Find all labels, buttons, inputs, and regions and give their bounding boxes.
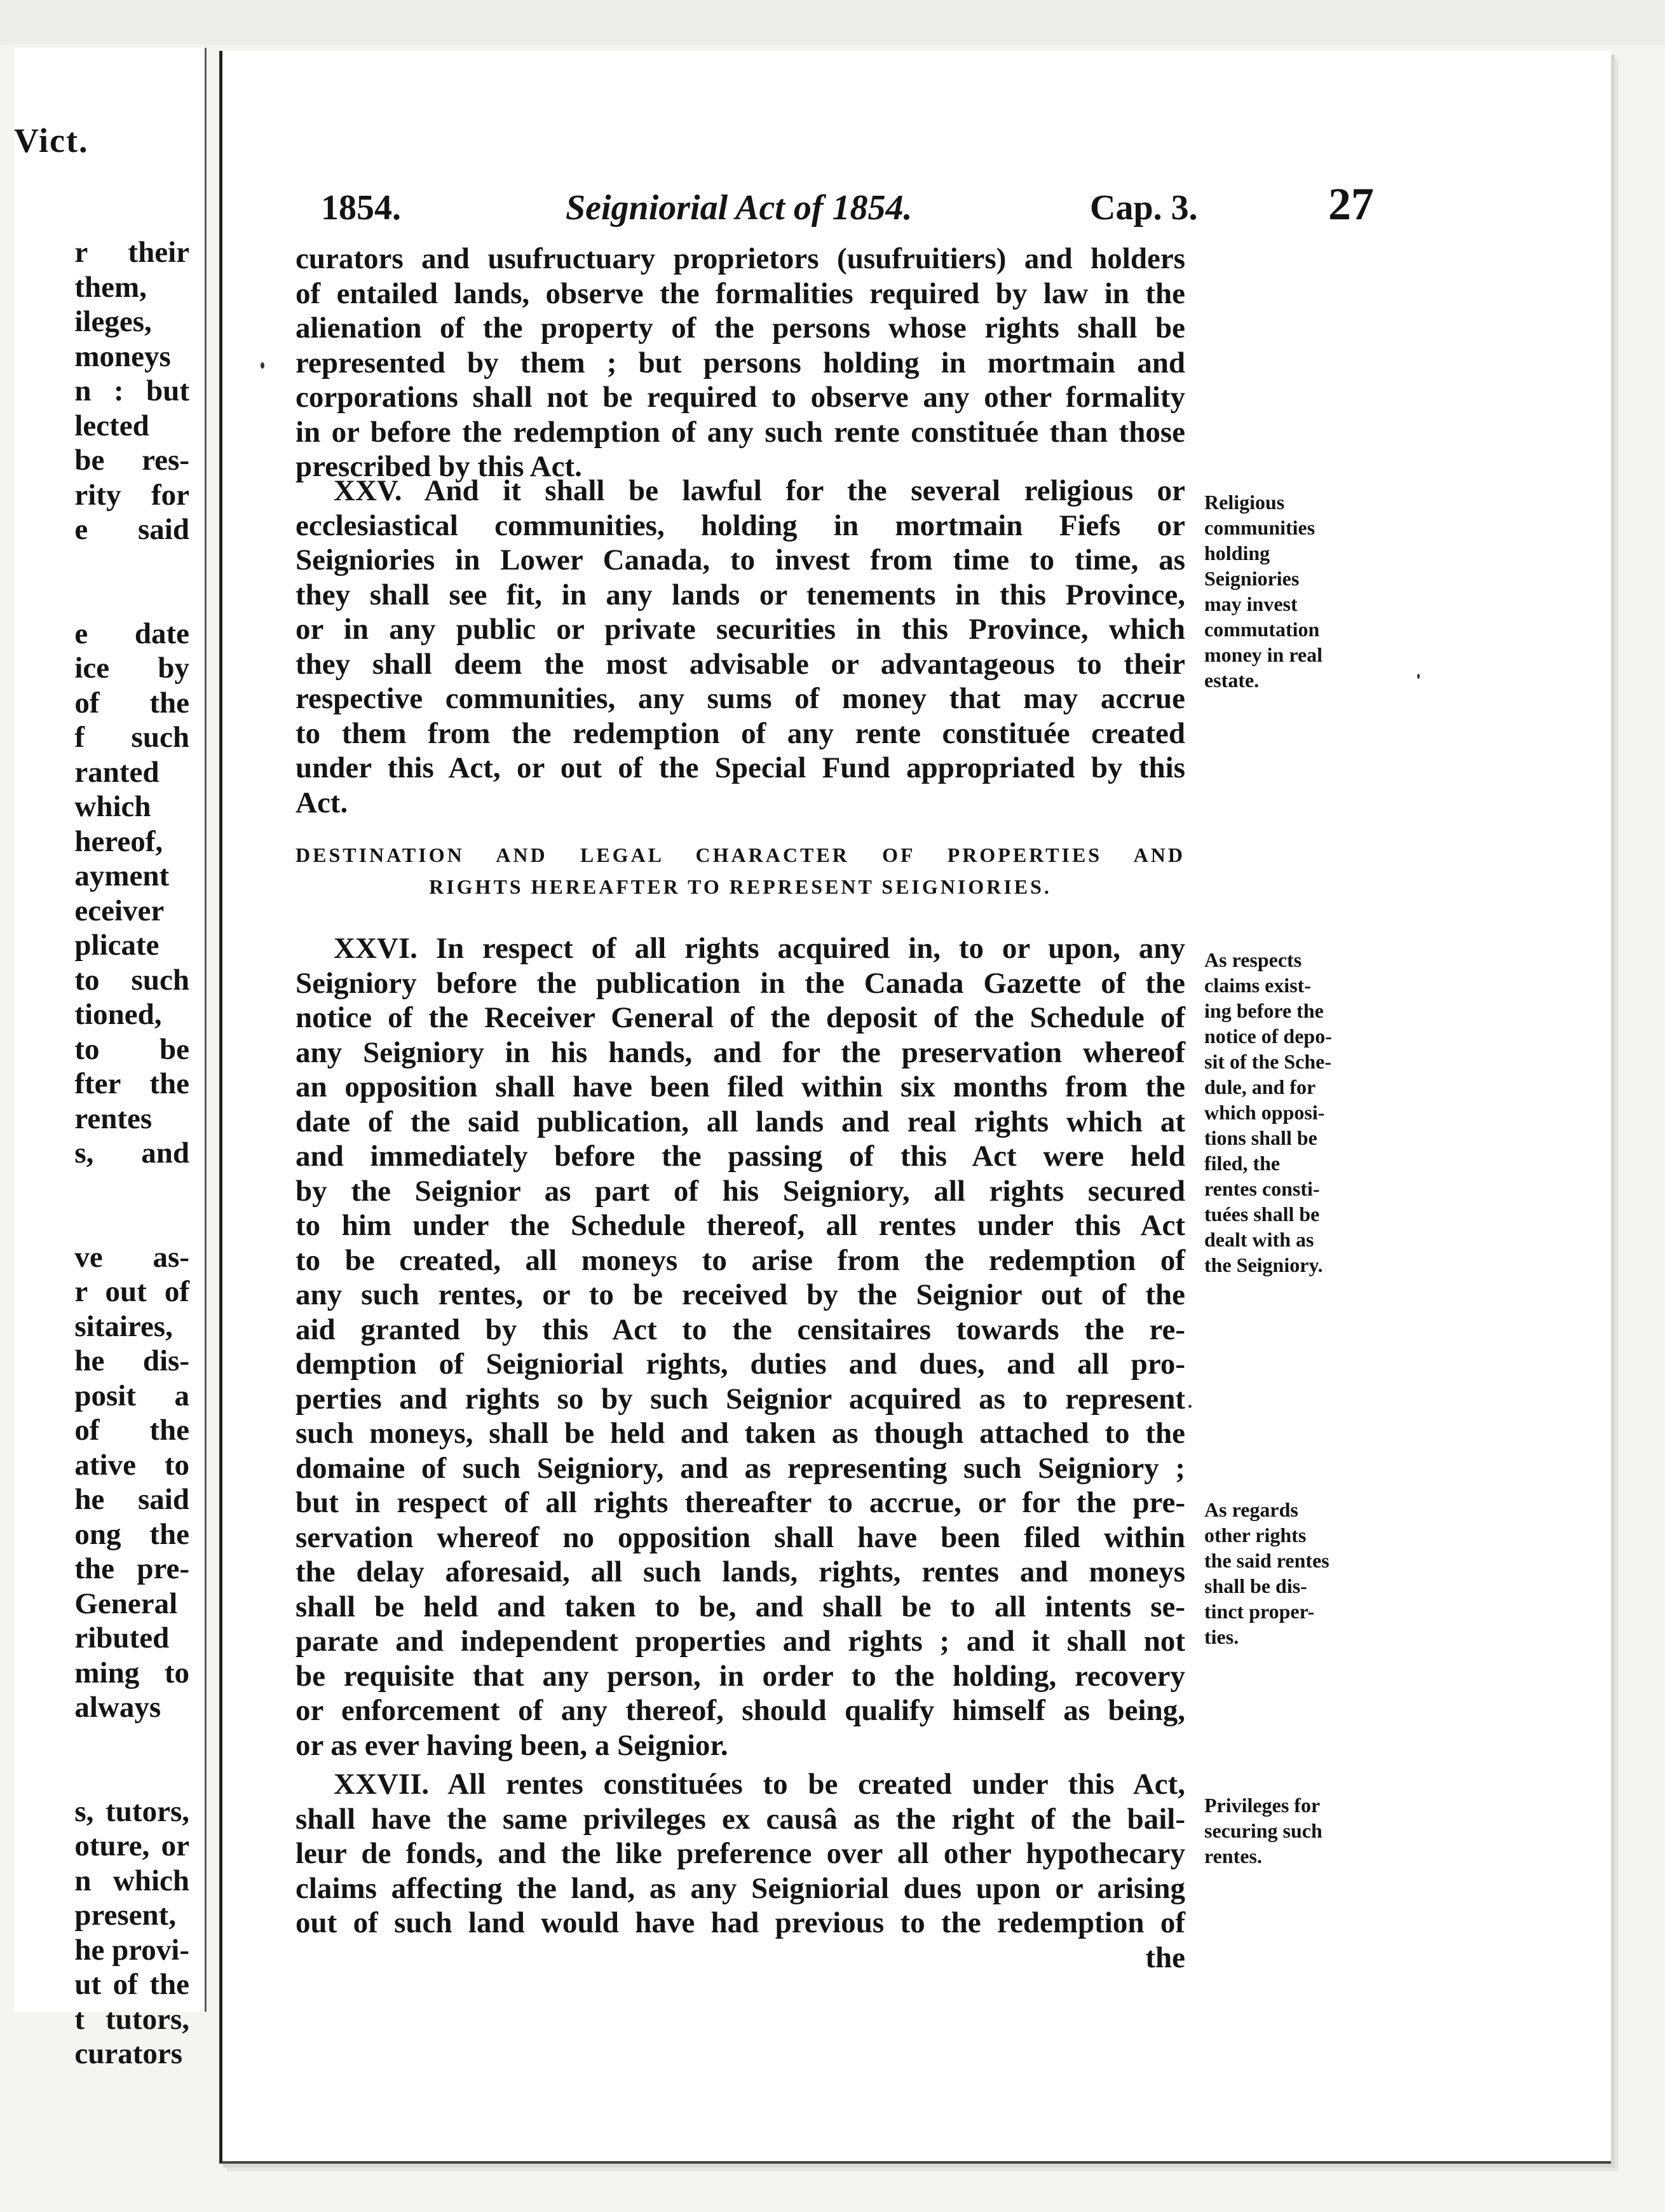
- previous-page-line: the pre-: [74, 1552, 189, 1585]
- scan-speck: [1188, 1405, 1192, 1408]
- previous-page-line: ice by: [74, 652, 189, 685]
- previous-page-line: ributed: [74, 1621, 170, 1655]
- text-line: or enforcement of any thereof, should qualify himself as being,: [296, 1694, 1185, 1727]
- margin-note-line: sit of the Sche-: [1204, 1050, 1331, 1073]
- previous-page-line: s, and: [74, 1137, 189, 1170]
- text-line: parate and independent properties and rights ; and it shall not: [296, 1625, 1185, 1658]
- margin-note-line: tuées shall be: [1204, 1203, 1320, 1225]
- previous-page-line: [74, 582, 189, 617]
- previous-page-line: ong the: [74, 1517, 189, 1551]
- previous-page-line: General: [74, 1587, 178, 1620]
- text-line: prescribed by this Act.: [296, 450, 582, 483]
- text-line: shall have the same privileges ex causâ as the right of the bail-: [296, 1802, 1185, 1836]
- previous-page-line: be res-: [74, 444, 189, 477]
- margin-note-line: ing before the: [1204, 999, 1324, 1022]
- text-line: leur de fonds, and the like preference over all other hypothecary: [296, 1837, 1185, 1870]
- book-page: [219, 51, 1611, 2164]
- text-line: demption of Seigniorial rights, duties and dues, and all pro-: [296, 1348, 1185, 1381]
- margin-note-privileges: [1204, 1792, 1369, 1869]
- text-line: date of the said publication, all lands and real rights which at: [296, 1105, 1185, 1138]
- text-line: under this Act, or out of the Special Fund appropriated by this: [296, 751, 1185, 784]
- text-line: claims affecting the land, as any Seigniorial dues upon or arising: [296, 1871, 1185, 1905]
- scan-speck: [1417, 674, 1420, 679]
- previous-page-line: t tutors,: [74, 2002, 189, 2036]
- previous-page-line: which: [74, 790, 151, 823]
- margin-note-line: As respects: [1204, 948, 1302, 971]
- previous-page-line: always: [74, 1691, 161, 1724]
- previous-page-line: ming to: [74, 1656, 189, 1690]
- text-line: in or before the redemption of any such rente constituée than those: [296, 415, 1185, 449]
- running-head-title: Seigniorial Act of 1854.: [566, 188, 913, 228]
- previous-page-line: of the: [74, 1414, 189, 1447]
- previous-page-line: s, tutors,: [74, 1794, 189, 1828]
- previous-page-line: he provi-: [74, 1933, 189, 1967]
- previous-page-line: tioned,: [74, 998, 162, 1031]
- previous-page-line: n which: [74, 1864, 189, 1897]
- margin-note-line: tinct proper-: [1204, 1600, 1315, 1623]
- previous-page-line: [74, 547, 189, 582]
- section-heading: [296, 839, 1185, 903]
- previous-page-header: Vict.: [14, 121, 89, 160]
- previous-page-line: ayment: [74, 859, 170, 892]
- previous-page-line: [74, 1759, 189, 1794]
- previous-page-line: oture, or: [74, 1829, 189, 1862]
- previous-page-text: [74, 235, 189, 2072]
- previous-page-line: he dis-: [74, 1344, 189, 1377]
- previous-page-line: [74, 1205, 189, 1240]
- previous-page-strip: [14, 48, 207, 2070]
- text-line: represented by them ; but persons holding in mortmain and: [296, 346, 1185, 379]
- previous-page-line: f such: [74, 721, 189, 754]
- previous-page-line: moneys: [74, 339, 171, 373]
- previous-page-line: fter the: [74, 1067, 189, 1100]
- margin-note-line: holding: [1204, 542, 1270, 564]
- page-number: 27: [1328, 179, 1374, 229]
- previous-page-line: ut of the: [74, 1968, 189, 2001]
- previous-page-line: rentes: [74, 1102, 153, 1135]
- margin-note-line: As regards: [1204, 1498, 1298, 1521]
- margin-note-line: other rights: [1204, 1524, 1307, 1546]
- previous-page-line: sitaires,: [74, 1309, 173, 1343]
- previous-page-line: to be: [74, 1032, 189, 1066]
- previous-page-line: he said: [74, 1483, 189, 1516]
- text-line: Seigniory before the publication in the Canada Gazette of the: [296, 966, 1185, 1000]
- previous-page-line: curators: [74, 2037, 183, 2070]
- margin-note-line: estate.: [1204, 669, 1260, 692]
- text-line: of entailed lands, observe the formalities required by law in the: [296, 276, 1185, 310]
- previous-page-line: [74, 1725, 189, 1760]
- running-head-year: 1854.: [321, 188, 401, 228]
- text-line: XXVI. In respect of all rights acquired in, to or upon, any: [334, 932, 1185, 965]
- margin-note-line: communities: [1204, 516, 1315, 539]
- previous-page-line: rity for: [74, 478, 189, 512]
- text-line: ecclesiastical communities, holding in mortmain Fiefs or: [296, 509, 1185, 542]
- text-line: but in respect of all rights thereafter to accrue, or for the pre-: [296, 1486, 1185, 1519]
- text-line: aid granted by this Act to the censitaires towards the re-: [296, 1313, 1185, 1346]
- previous-page-line: ileges,: [74, 305, 152, 338]
- text-line: notice of the Receiver General of the deposit of the Schedule of: [296, 1001, 1185, 1034]
- previous-page-line: e said: [74, 513, 189, 546]
- text-line: perties and rights so by such Seignior acquired as to represent: [296, 1382, 1185, 1416]
- previous-page-line: ve as-: [74, 1240, 189, 1274]
- text-line: or in any public or private securities in this Province, which: [296, 613, 1185, 646]
- previous-page-line: present,: [74, 1899, 177, 1932]
- margin-note-line: Privileges for: [1204, 1794, 1321, 1817]
- margin-note-line: commutation: [1204, 618, 1320, 641]
- text-line: corporations shall not be required to observe any other formality: [296, 381, 1185, 414]
- text-line: they shall deem the most advisable or advantageous to their: [296, 647, 1185, 681]
- margin-note-line: rentes.: [1204, 1845, 1262, 1867]
- heading-line: RIGHTS HEREAFTER TO REPRESENT SEIGNIORIES.: [429, 875, 1052, 898]
- margin-note-line: rentes consti-: [1204, 1177, 1320, 1200]
- margin-note-other-rights: [1204, 1497, 1369, 1649]
- margin-note-line: the said rentes: [1204, 1549, 1329, 1572]
- text-line: to them from the redemption of any rente constituée created: [296, 716, 1185, 750]
- previous-page-line: e date: [74, 617, 189, 650]
- text-line: Seigniories in Lower Canada, to invest from time to time, as: [296, 543, 1185, 577]
- margin-note-claims: [1204, 947, 1369, 1278]
- margin-note-line: claims exist-: [1204, 974, 1311, 997]
- text-line: or as ever having been, a Seignior.: [296, 1728, 728, 1762]
- text-line: XXVII. All rentes constituées to be created under this Act,: [334, 1768, 1185, 1801]
- previous-page-line: them,: [74, 270, 147, 304]
- margin-note-line: the Seigniory.: [1204, 1253, 1323, 1276]
- text-line: respective communities, any sums of money that may accrue: [296, 682, 1185, 715]
- text-line: out of such land would have had previous to the redemption of: [296, 1906, 1185, 1939]
- scan-speck: [261, 362, 264, 369]
- text-line: shall be held and taken to be, and shall be to all intents se-: [296, 1590, 1185, 1623]
- section-xxvi: [296, 931, 1185, 1763]
- text-line: servation whereof no opposition shall have been filed within: [296, 1520, 1185, 1554]
- previous-page-line: eceiver: [74, 894, 165, 927]
- running-head-chapter: Cap. 3.: [1090, 188, 1198, 228]
- previous-page-line: r out of: [74, 1275, 189, 1308]
- previous-page-line: ative to: [74, 1448, 189, 1482]
- previous-page-line: ranted: [74, 755, 160, 789]
- text-line: the delay aforesaid, all such lands, rights, rentes and moneys: [296, 1555, 1185, 1588]
- margin-note-line: filed, the: [1204, 1152, 1281, 1175]
- paragraph-continued: [296, 242, 1185, 484]
- text-line: the: [1145, 1941, 1185, 1974]
- previous-page-line: [74, 1171, 189, 1206]
- previous-page-line: r their: [74, 236, 189, 269]
- text-line: by the Seignior as part of his Seigniory, all rights secured: [296, 1174, 1185, 1208]
- text-line: XXV. And it shall be lawful for the several religious or: [334, 474, 1185, 507]
- text-line: they shall see fit, in any lands or tenements in this Province,: [296, 578, 1185, 611]
- text-line: any Seigniory in his hands, and for the preservation whereof: [296, 1035, 1185, 1069]
- previous-page-line: of the: [74, 686, 189, 720]
- margin-note-line: which opposi-: [1204, 1101, 1325, 1124]
- previous-page-line: lected: [74, 409, 149, 442]
- section-xxv: [296, 474, 1185, 820]
- margin-note-line: dule, and for: [1204, 1075, 1316, 1098]
- text-line: and immediately before the passing of this Act were held: [296, 1140, 1185, 1173]
- margin-note-line: Seigniories: [1204, 567, 1300, 590]
- margin-note-line: tions shall be: [1204, 1126, 1317, 1149]
- previous-page-line: plicate: [74, 929, 160, 962]
- text-line: to him under the Schedule thereof, all rentes under this Act: [296, 1209, 1185, 1242]
- text-line: any such rentes, or to be received by the Seignior out of the: [296, 1278, 1185, 1311]
- text-line: alienation of the property of the persons whose rights shall be: [296, 311, 1185, 345]
- previous-page-line: to such: [74, 963, 189, 997]
- text-line: an opposition shall have been filed within six months from the: [296, 1070, 1185, 1103]
- margin-note-line: shall be dis-: [1204, 1574, 1307, 1597]
- text-line: curators and usufructuary proprietors (usufruitiers) and holders: [296, 242, 1185, 275]
- previous-page-line: hereof,: [74, 824, 163, 858]
- text-line: Act.: [296, 786, 348, 819]
- margin-note-line: dealt with as: [1204, 1228, 1314, 1251]
- section-xxvii: [296, 1767, 1185, 1975]
- text-line: be requisite that any person, in order to the holding, recovery: [296, 1659, 1185, 1693]
- heading-line: DESTINATION AND LEGAL CHARACTER OF PROPERTIES AND: [296, 843, 1185, 866]
- margin-note-line: money in real: [1204, 643, 1323, 666]
- text-line: domaine of such Seigniory, and as representing such Seigniory ;: [296, 1451, 1185, 1485]
- margin-note-line: notice of depo-: [1204, 1025, 1332, 1048]
- margin-note-line: may invest: [1204, 592, 1298, 615]
- previous-page-line: n : but: [74, 374, 189, 407]
- margin-note-line: ties.: [1204, 1625, 1239, 1648]
- margin-note-religious: [1204, 489, 1369, 693]
- margin-note-line: securing such: [1204, 1819, 1322, 1842]
- text-line: such moneys, shall be held and taken as though attached to the: [296, 1417, 1185, 1450]
- text-line: to be created, all moneys to arise from the redemption of: [296, 1243, 1185, 1277]
- previous-page-line: posit a: [74, 1379, 189, 1412]
- margin-note-line: Religious: [1204, 491, 1285, 514]
